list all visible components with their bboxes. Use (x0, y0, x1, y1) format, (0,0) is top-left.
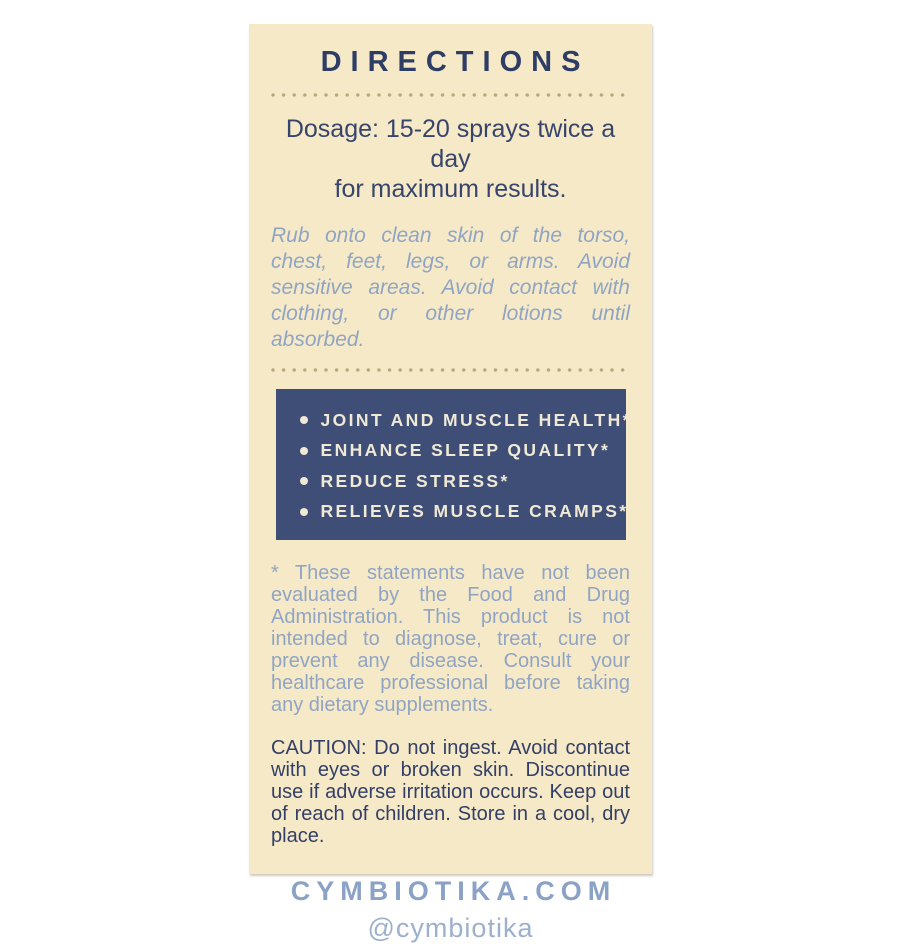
benefit-item-joint-muscle (300, 409, 632, 431)
directions-label-panel (249, 24, 652, 943)
panel-title: DIRECTIONS (320, 46, 590, 78)
benefit-item-stress (300, 471, 616, 492)
bullet-icon (300, 416, 308, 424)
benefit-label: RELIEVES MUSCLE CRAMPS* (320, 501, 629, 522)
dotted-divider-bottom (271, 368, 630, 372)
benefits-list (300, 409, 632, 523)
website-url: CYMBIOTIKA.COM (290, 875, 617, 906)
dosage-line-2: for maximum results. (334, 174, 567, 203)
fda-disclaimer: * These statements have not been evaluated by the Food and Drug Administration. This product is not intended to diagnose, treat, cure or prevent any disease. Consult your healthcare professional before taking any dietary supplements. (271, 561, 630, 716)
dotted-divider-top (271, 93, 630, 97)
social-handle: @cymbiotika (367, 912, 534, 943)
benefit-item-sleep (300, 440, 616, 461)
benefit-item-cramps (300, 501, 629, 522)
benefit-label: ENHANCE SLEEP QUALITY* (320, 440, 611, 461)
bullet-icon (300, 477, 308, 485)
benefits-box (276, 389, 632, 540)
dosage-line-1: Dosage: 15-20 sprays twice a day (285, 114, 616, 173)
bullet-icon (300, 447, 308, 455)
caution-text: CAUTION: Do not ingest. Avoid contact with eyes or broken skin. Discontinue use if adverse irritation occurs. Keep out of reach of children. Store in a cool, dry place. (271, 736, 630, 847)
application-instructions: Rub onto clean skin of the torso, chest, feet, legs, or arms. Avoid sensitive areas. Avoid contact with clothing, or other lotions until absorbed. (271, 223, 630, 351)
dosage-text (271, 114, 630, 204)
bullet-icon (300, 508, 308, 516)
benefit-label: REDUCE STRESS* (320, 470, 510, 491)
benefit-label: JOINT AND MUSCLE HEALTH* (320, 409, 632, 430)
